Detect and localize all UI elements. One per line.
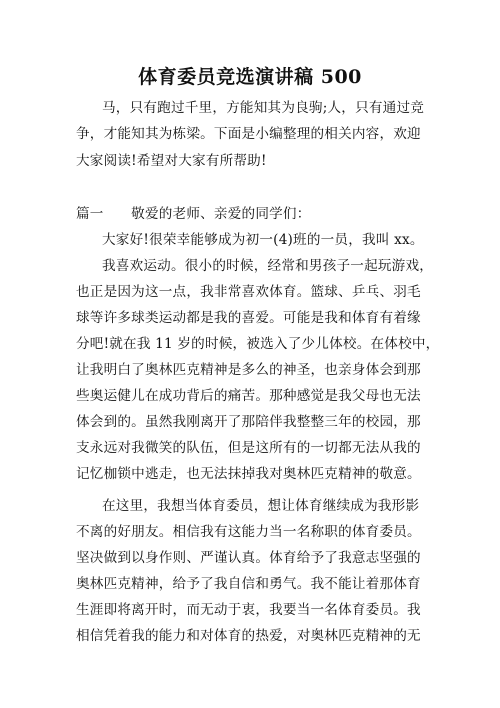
text-line: 体会到的。虽然我刚离开了那陪伴我整整三年的校园，那 (76, 414, 421, 430)
text-line: 让我明白了奥林匹克精神是多么的神圣，也亲身体会到那 (76, 362, 421, 378)
text-line: 在这里，我想当体育委员，想让体育继续成为我形影 (102, 498, 420, 514)
text-line: 记忆枷锁中逃走，也无法抹掉我对奥林匹克精神的敬意。 (76, 466, 421, 482)
section-heading: 篇一 敬爱的老师、亲爱的同学们： (76, 206, 311, 222)
text-line: 马，只有跑过千里，方能知其为良驹;人，只有通过竞 (102, 100, 425, 116)
text-line: 奥林匹克精神，给予了我自信和勇气。我不能让着那体育 (76, 576, 421, 592)
text-line: 生涯即将离开时，而无动于衷，我要当一名体育委员。我 (76, 602, 421, 618)
text-line: 不离的好朋友。相信我有这能力当一名称职的体育委员。 (76, 524, 421, 540)
text-line: 也正是因为这一点，我非常喜欢体育。篮球、乒乓、羽毛 (76, 284, 421, 300)
text-line: 些奥运健儿在成功背后的痛苦。那种感觉是我父母也无法 (76, 388, 421, 404)
text-line: 坚决做到以身作则、严谨认真。体育给予了我意志坚强的 (76, 550, 421, 566)
text-line: 分吧!就在我 11 岁的时候，被选入了少儿体校。在体校中， (76, 336, 440, 352)
document-title: 体育委员竞选演讲稿 500 (138, 66, 362, 88)
text-line: 大家阅读!希望对大家有所帮助! (76, 153, 267, 169)
text-line: 我喜欢运动。很小的时候，经常和男孩子一起玩游戏， (102, 258, 434, 274)
text-line: 争，才能知其为栋梁。下面是小编整理的相关内容，欢迎 (76, 126, 421, 142)
text-line: 大家好!很荣幸能够成为初一(4)班的一员，我叫 xx。 (102, 232, 424, 248)
text-line: 支永远对我微笑的队伍，但是这所有的一切都无法从我的 (76, 440, 421, 456)
text-line: 相信凭着我的能力和对体育的热爱，对奥林匹克精神的无 (76, 628, 421, 644)
text-line: 球等许多球类运动都是我的喜爱。可能是我和体育有着缘 (76, 310, 421, 326)
